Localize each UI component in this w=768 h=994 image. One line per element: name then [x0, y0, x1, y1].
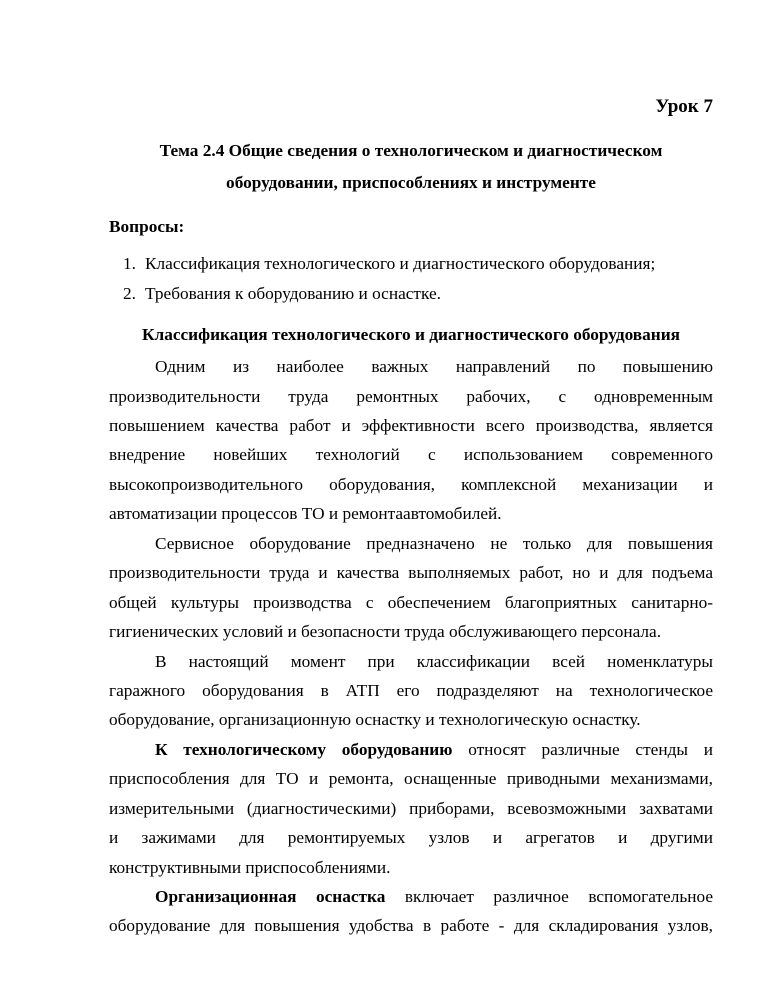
paragraph-line: производительности труда ремонтных рабочих, с одновременным [109, 387, 713, 406]
paragraph-line: общей культуры производства с обеспечением благоприятных санитарно- [109, 593, 713, 612]
list-item [123, 253, 655, 283]
paragraph-line: внедрение новейших технологий с использованием современного [109, 445, 713, 464]
paragraph-line: приспособления для ТО и ремонта, оснащенные приводными механизмами, [109, 769, 713, 788]
paragraph-line: оборудование для повышения удобства в работе - для складирования узлов, [109, 916, 713, 935]
paragraph-line [155, 885, 713, 909]
paragraph-line: Одним из наиболее важных направлений по повышению [155, 357, 713, 376]
paragraph-line: повышением качества работ и эффективности всего производства, является [109, 416, 713, 435]
paragraph-line: конструктивными приспособлениями. [109, 858, 391, 877]
paragraph-line: оборудование, организационную оснастку и технологическую оснастку. [109, 710, 641, 729]
list-item [123, 283, 655, 313]
questions-list [123, 253, 655, 313]
bold-term: К технологическому оборудованию [155, 740, 453, 759]
paragraph-line: гаражного оборудования в АТП его подразделяют на технологическое [109, 681, 713, 700]
paragraph-text: включает различное вспомогательное [385, 887, 713, 906]
paragraph-text: относят различные стенды и [452, 740, 713, 759]
paragraph-line: автоматизации процессов ТО и ремонтаавтомобилей. [109, 504, 502, 523]
bold-term: Организационная оснастка [155, 887, 386, 906]
lesson-number: Урок 7 [655, 96, 713, 117]
paragraph-line: и зажимами для ремонтируемых узлов и агрегатов и другими [109, 828, 713, 847]
list-item-number: 2. [123, 284, 136, 303]
topic-title-line-2: оборудовании, приспособлениях и инструменте [226, 173, 596, 192]
list-item-number: 1. [123, 254, 136, 273]
paragraph-line: производительности труда и качества выполняемых работ, но и для подъема [109, 563, 713, 582]
topic-title-line-1: Тема 2.4 Общие сведения о технологическом и диагностическом [159, 141, 663, 160]
questions-heading: Вопросы: [109, 217, 185, 236]
paragraph-line: гигиенических условий и безопасности труда обслуживающего персонала. [109, 622, 662, 641]
section-heading: Классификация технологического и диагностического оборудования [141, 325, 681, 344]
list-item-text: Классификация технологического и диагностического оборудования; [145, 254, 656, 273]
paragraph-line: измерительными (диагностическими) приборами, всевозможными захватами [109, 799, 713, 818]
paragraph-line: Сервисное оборудование предназначено не только для повышения [155, 534, 713, 553]
list-item-text: Требования к оборудованию и оснастке. [145, 284, 441, 303]
paragraph-line: высокопроизводительного оборудования, комплексной механизации и [109, 475, 713, 494]
paragraph-line [155, 738, 713, 762]
paragraph-line: В настоящий момент при классификации всей номенклатуры [155, 652, 713, 671]
